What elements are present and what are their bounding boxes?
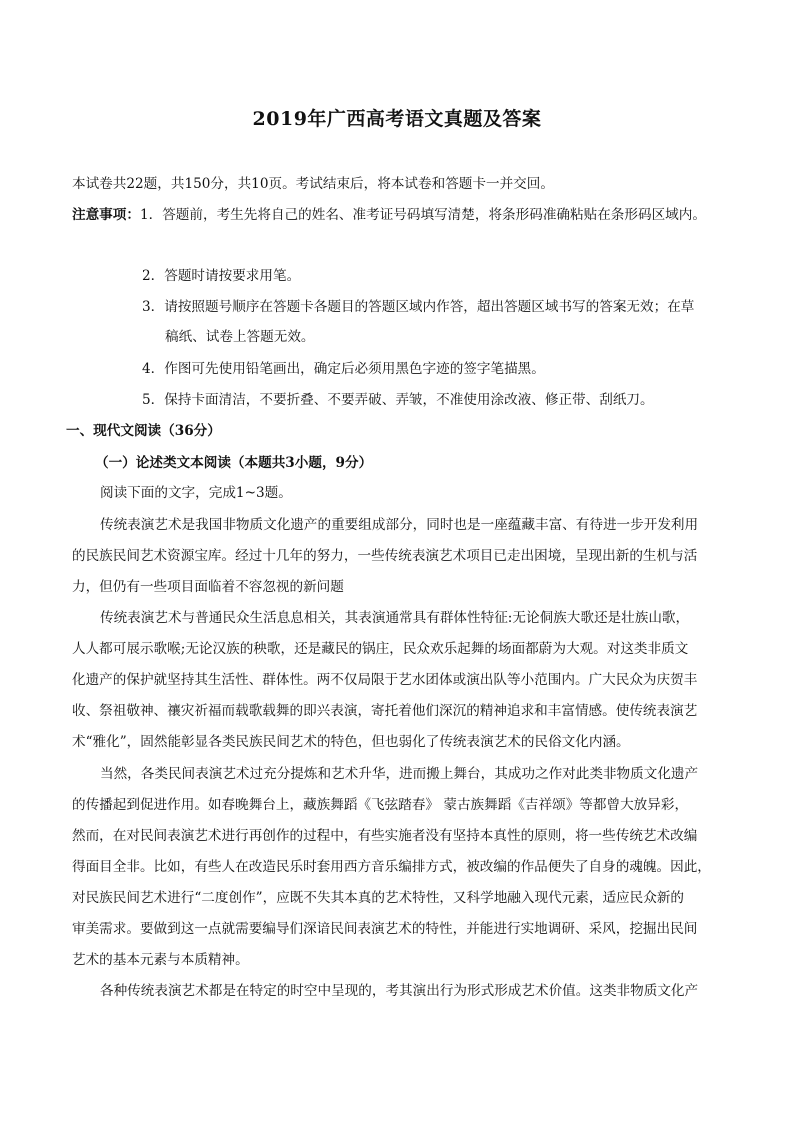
paragraph-3-line-2: 的传播起到促进作用。如春晚舞台上，藏族舞蹈《飞弦踏春》 蒙古族舞蹈《吉祥颂》等都曾大放异彩， — [72, 797, 689, 813]
paragraph-2-line-1: 传统表演艺术与普通民众生活息息相关，其表演通常具有群体性特征:无论侗族大歌还是壮族山歌， — [100, 610, 690, 626]
paragraph-3-line-7: 艺术的基本元素与本质精神。 — [72, 952, 249, 968]
paragraph-3-line-4: 得面目全非。比如，有些人在改造民乐时套用西方音乐编排方式，被改编的作品便失了自身的魂魄。因此， — [72, 859, 711, 875]
paragraph-1-line-1: 传统表演艺术是我国非物质文化遗产的重要组成部分，同时也是一座蕴藏丰富、有待进一步开发利用 — [100, 517, 699, 533]
paragraph-3-line-6: 审美需求。要做到这一点就需要编导们深谙民间表演艺术的特性，并能进行实地调研、采风，挖掘出民间 — [72, 921, 698, 937]
paragraph-2-line-3: 化遗产的保护就坚持其生活性、群体性。两不仅局限于艺水团体或演出队等小范围内。广大民众为庆贺丰 — [72, 672, 698, 688]
notice-item-1: 1．答题前，考生先将自己的姓名、准考证号码填写清楚，将条形码准确粘贴在条形码区域内。 — [139, 207, 706, 223]
notice-item-5: 5．保持卡面清洁，不要折叠、不要弄破、弄皱，不准使用涂改液、修正带、刮纸刀。 — [142, 392, 654, 408]
notice-item-4: 4．作图可先使用铅笔画出，确定后必须用黑色字迹的签字笔描黑。 — [142, 361, 545, 377]
paragraph-3-line-1: 当然，各类民间表演艺术过充分提炼和艺术升华，进而搬上舞台，其成功之作对此类非物质文化遗产 — [100, 766, 699, 782]
subsection-heading: （一）论述类文本阅读（本题共3小题，9分） — [95, 455, 373, 471]
paragraph-3-line-3: 然而，在对民间表演艺术进行再创作的过程中，有些实施者没有坚持本真性的原则，将一些传统艺术改编 — [72, 828, 698, 844]
paragraph-1-line-2: 的民族民间艺术资源宝库。经过十几年的努力，一些传统表演艺术项目已走出困境，呈现出新的生机与活 — [72, 548, 698, 564]
paragraph-4-line-1: 各种传统表演艺术都是在特定的时空中呈现的，考其演出行为形式形成艺术价值。这类非物质文化产 — [100, 983, 699, 999]
reading-instruction: 阅读下面的文字，完成1~3题。 — [100, 485, 292, 501]
intro-text: 本试卷共22题，共150分，共10页。考试结束后，将本试卷和答题卡一并交回。 — [72, 176, 554, 192]
document-title: 2019年广西高考语文真题及答案 — [252, 108, 542, 130]
notice-item-2: 2．答题时请按要求用笔。 — [142, 268, 301, 284]
paragraph-1-line-3: 力，但仍有一些项目面临着不容忽视的新问题 — [72, 579, 344, 595]
paragraph-2-line-5: 术“雅化”，固然能彰显各类民族民间艺术的特色，但也弱化了传统表演艺术的民俗文化内涵。 — [72, 734, 630, 750]
section-heading: 一、现代文阅读（36分） — [66, 423, 221, 439]
notice-label: 注意事项： — [72, 207, 140, 223]
paragraph-2-line-2: 人人都可展示歌喉;无论汉族的秧歌，还是藏民的锅庄，民众欢乐起舞的场面都蔚为大观。对这类非质文 — [72, 641, 689, 657]
paragraph-2-line-4: 收、祭祖敬神、禳灾祈福而载歌载舞的即兴表演，寄托着他们深沉的精神追求和丰富情感。使传统表演艺 — [72, 703, 698, 719]
notice-item-3: 3．请按照题号顺序在答题卡各题目的答题区域内作答，超出答题区域书写的答案无效；在草 — [142, 299, 695, 315]
notice-line-1 — [72, 205, 706, 225]
paragraph-3-line-5: 对民族民间艺术进行“二度创作”，应既不失其本真的艺术特性，又科学地融入现代元素，适应民众新的 — [72, 890, 685, 906]
notice-item-3-cont: 稿纸、试卷上答题无效。 — [165, 329, 315, 345]
